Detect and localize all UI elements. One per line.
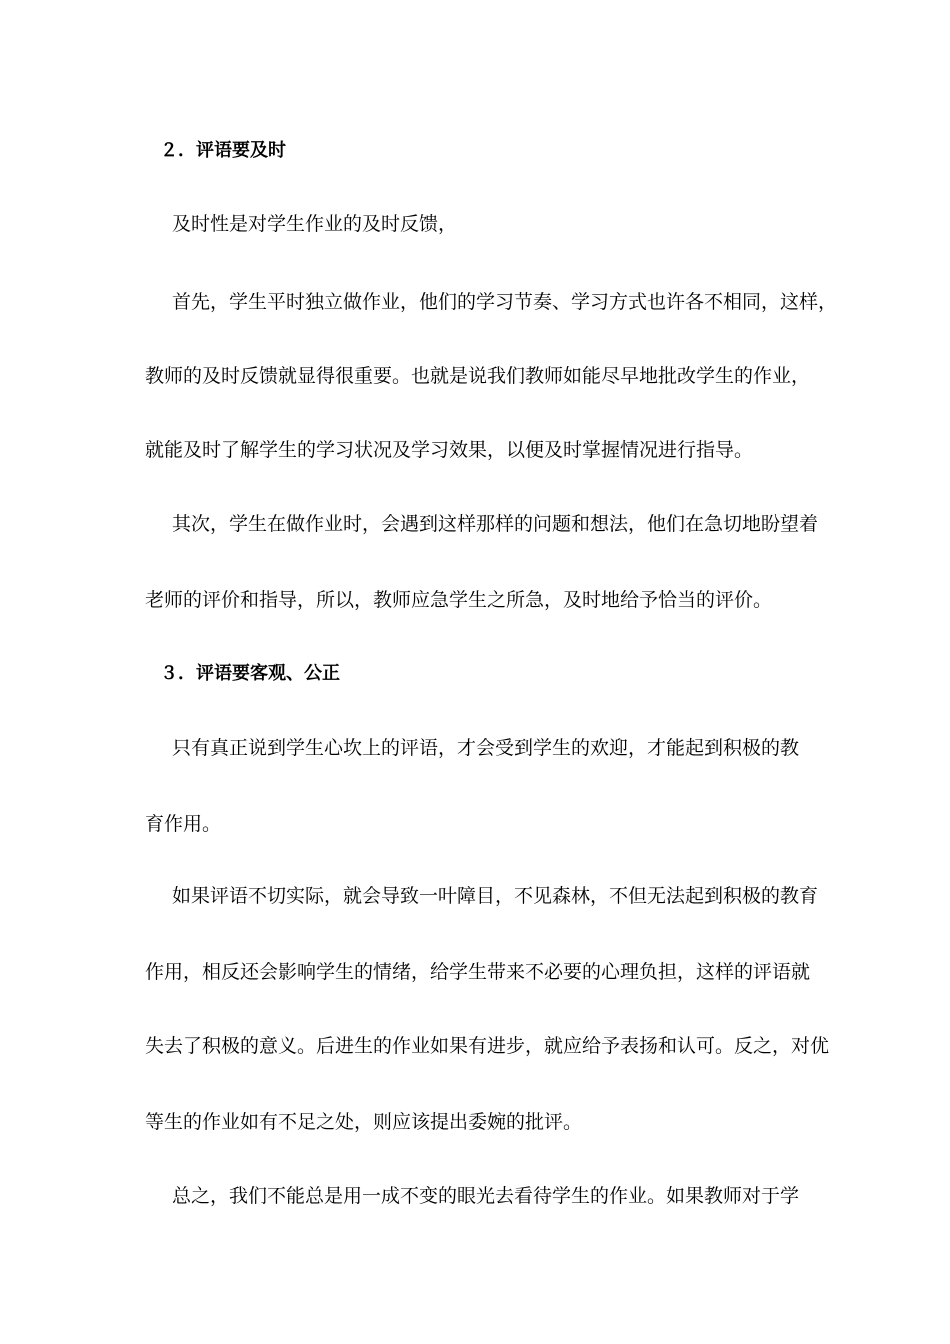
- paragraph-line: 失去了积极的意义。后进生的作业如果有进步，就应给予表扬和认可。反之，对优: [145, 1035, 830, 1057]
- paragraph-line: 及时性是对学生作业的及时反馈，: [172, 213, 458, 235]
- paragraph-line: 老师的评价和指导，所以，教师应急学生之所急，及时地给予恰当的评价。: [145, 589, 773, 611]
- paragraph-line: 教师的及时反馈就显得很重要。也就是说我们教师如能尽早地批改学生的作业，: [145, 365, 811, 387]
- paragraph-line: 总之，我们不能总是用一成不变的眼光去看待学生的作业。如果教师对于学: [172, 1185, 800, 1207]
- paragraph-line: 育作用。: [145, 813, 222, 835]
- paragraph-line: 就能及时了解学生的学习状况及学习效果，以便及时掌握情况进行指导。: [145, 439, 754, 461]
- section-3-heading: ３．评语要客观、公正: [160, 663, 340, 684]
- paragraph-line: 只有真正说到学生心坎上的评语，才会受到学生的欢迎，才能起到积极的教: [172, 737, 800, 759]
- paragraph-line: 作用，相反还会影响学生的情绪，给学生带来不必要的心理负担，这样的评语就: [145, 961, 811, 983]
- paragraph-line: 其次，学生在做作业时，会遇到这样那样的问题和想法，他们在急切地盼望着: [172, 513, 819, 535]
- paragraph-line: 首先，学生平时独立做作业，他们的学习节奏、学习方式也许各不相同，这样，: [172, 291, 838, 313]
- section-2-heading: ２．评语要及时: [160, 140, 286, 161]
- paragraph-line: 如果评语不切实际，就会导致一叶障目，不见森林，不但无法起到积极的教育: [172, 885, 819, 907]
- paragraph-line: 等生的作业如有不足之处，则应该提出委婉的批评。: [145, 1111, 583, 1133]
